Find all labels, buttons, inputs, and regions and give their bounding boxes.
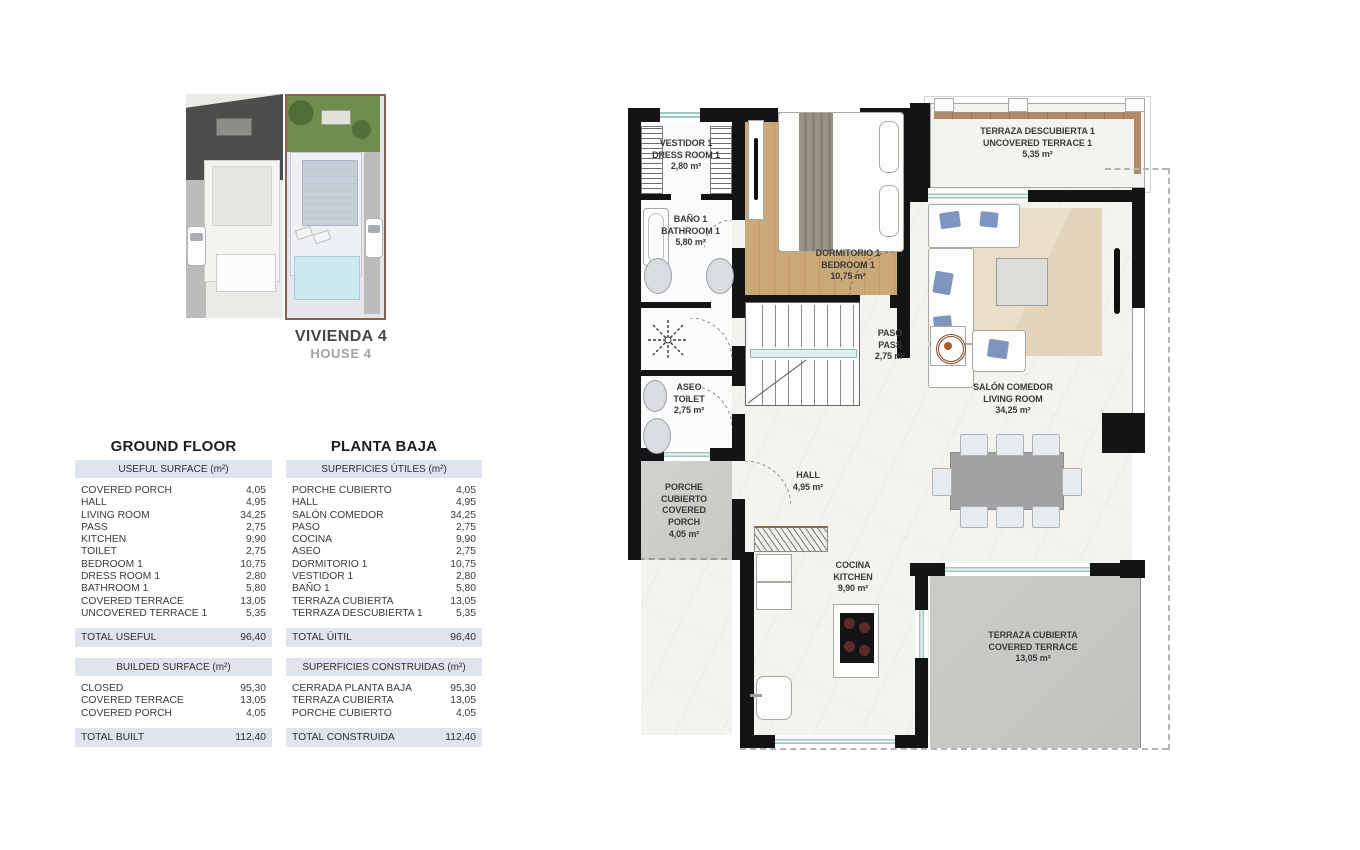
dining-chair <box>996 506 1024 528</box>
row-value: 5,80 <box>245 583 266 595</box>
row-value: 2,75 <box>245 546 266 558</box>
wall-segment <box>641 370 732 376</box>
row-value: 2,80 <box>245 571 266 583</box>
car-left <box>187 226 206 266</box>
window <box>775 735 895 748</box>
room-area: 2,75 m² <box>874 351 906 362</box>
row-value: 5,35 <box>245 607 266 619</box>
table-row <box>75 497 272 509</box>
room-area: 9,90 m² <box>837 583 869 594</box>
window <box>915 610 928 658</box>
row-value: 10,75 <box>240 558 266 570</box>
porch-boundary-dashed <box>628 558 748 560</box>
pillar <box>1125 98 1145 112</box>
car-right <box>365 218 383 258</box>
table-row <box>286 522 482 534</box>
aseo-toilet <box>643 418 671 454</box>
row-value: 5,80 <box>455 583 476 595</box>
table-row <box>286 708 482 720</box>
room-label-vestidor <box>646 138 726 173</box>
wall-segment <box>732 308 745 318</box>
row-label: COVERED PORCH <box>81 707 172 719</box>
row-label: COCINA <box>292 534 333 546</box>
table-row <box>286 497 482 509</box>
wall-segment <box>732 346 745 386</box>
row-value: 2,80 <box>455 571 476 583</box>
pillow <box>879 185 899 237</box>
wall-segment <box>732 248 745 308</box>
room-name-es: VESTIDOR 1 <box>659 138 713 148</box>
pergola-band <box>934 112 1141 119</box>
table-ground-floor <box>75 438 272 758</box>
row-label: PASO <box>292 521 320 533</box>
room-label-cocina <box>808 560 898 595</box>
row-label: VESTIDOR 1 <box>292 571 354 583</box>
total-row <box>75 628 272 647</box>
table-row <box>286 546 482 558</box>
staircase <box>745 302 860 406</box>
window <box>945 563 1090 576</box>
stair-diagonal <box>746 358 859 405</box>
row-value: 4,05 <box>455 485 476 496</box>
sofa-cushion <box>979 211 998 228</box>
row-value: 95,30 <box>240 683 266 694</box>
row-value: 4,05 <box>245 485 266 496</box>
wall-segment <box>910 103 930 188</box>
wall-segment <box>1132 188 1145 308</box>
room-label-aseo <box>656 382 722 417</box>
total-row <box>286 728 482 747</box>
row-label: PORCHE CUBIERTO <box>292 485 392 496</box>
highlight-roof <box>302 160 358 226</box>
row-label: ASEO <box>292 546 321 558</box>
room-name-es: TERRAZA CUBIERTA <box>988 630 1078 640</box>
window-frame <box>1132 308 1145 413</box>
row-label: TERRAZA DESCUBIERTA 1 <box>292 607 423 619</box>
row-value: 13,05 <box>450 695 476 707</box>
coffee-table <box>996 258 1048 306</box>
row-value: 4,05 <box>245 707 266 719</box>
total-value: 112,40 <box>445 732 476 743</box>
wall-segment <box>1028 190 1132 202</box>
room-label-terraza-descubierta <box>940 126 1135 161</box>
wall-segment <box>915 576 928 610</box>
section-header: SUPERFICIES ÚTILES (m²) <box>286 460 482 478</box>
room-area: 4,95 m² <box>792 481 824 492</box>
boundary-dashed-h <box>740 748 1168 750</box>
wall-segment <box>1102 413 1145 453</box>
row-value: 2,75 <box>245 521 266 533</box>
hall-closet <box>754 526 828 552</box>
pillow <box>879 121 899 173</box>
section-header: USEFUL SURFACE (m²) <box>75 460 272 478</box>
room-name-en: COVERED TERRACE <box>988 641 1078 652</box>
row-label: PASS <box>81 521 108 533</box>
table-title: GROUND FLOOR <box>110 438 237 455</box>
table-row <box>286 683 482 695</box>
room-area: 5,35 m² <box>1022 149 1053 160</box>
wall-segment <box>732 499 745 560</box>
table-row <box>286 583 482 595</box>
table-row <box>286 695 482 707</box>
row-label: HALL <box>292 497 318 509</box>
row-label: CERRADA PLANTA BAJA <box>292 683 412 694</box>
table-row <box>75 708 272 720</box>
room-label-bano <box>648 214 733 249</box>
table-row <box>75 596 272 608</box>
row-value: 13,05 <box>450 595 476 607</box>
sink-faucet <box>750 694 762 697</box>
dining-chair <box>1032 434 1060 456</box>
table-row <box>75 683 272 695</box>
total-value: 112,40 <box>235 732 266 743</box>
row-value: 4,05 <box>455 707 476 719</box>
row-value: 10,75 <box>450 558 476 570</box>
table-row <box>286 559 482 571</box>
table-rows <box>286 683 482 720</box>
total-label: TOTAL ÚITIL <box>292 632 352 643</box>
table-title: PLANTA BAJA <box>330 438 438 455</box>
pillar <box>934 98 954 112</box>
table-row <box>286 510 482 522</box>
row-label: UNCOVERED TERRACE 1 <box>81 607 208 619</box>
window-slider <box>928 190 1028 202</box>
table-planta-baja <box>286 438 482 758</box>
table-rows <box>75 485 272 620</box>
table-row <box>75 695 272 707</box>
table-row <box>75 583 272 595</box>
total-label: TOTAL CONSTRUIDA <box>292 732 395 743</box>
table-row <box>286 571 482 583</box>
row-label: COVERED TERRACE <box>81 695 184 707</box>
row-value: 9,90 <box>245 534 266 546</box>
room-area: 10,75 m² <box>830 271 866 282</box>
row-label: SALÓN COMEDOR <box>292 509 384 521</box>
door-arc <box>690 318 732 360</box>
bed <box>778 112 904 252</box>
table-row <box>75 485 272 497</box>
row-label: HALL <box>81 497 107 509</box>
table-row <box>286 534 482 546</box>
floor-plan <box>628 90 1190 762</box>
room-label-paso <box>860 328 920 363</box>
row-label: DRESS ROOM 1 <box>81 571 160 583</box>
table-row <box>75 546 272 558</box>
room-label-terraza-cubierta <box>958 630 1108 665</box>
sofa-cushion <box>932 271 954 296</box>
room-label-hall <box>763 470 853 493</box>
kitchen-tall-unit <box>756 554 792 582</box>
house-subtitle: HOUSE 4 <box>310 346 372 361</box>
pergola-band-side <box>1134 119 1141 174</box>
row-value: 4,95 <box>245 497 266 509</box>
room-name-en: TOILET <box>673 393 705 404</box>
dining-chair <box>996 434 1024 456</box>
asphalt-detail <box>216 118 252 136</box>
row-value: 2,75 <box>455 521 476 533</box>
row-label: PORCHE CUBIERTO <box>292 707 392 719</box>
wall-segment <box>910 188 928 202</box>
table-row <box>75 522 272 534</box>
row-label: COVERED TERRACE <box>81 595 184 607</box>
house-title: VIVIENDA 4 <box>294 328 388 345</box>
total-value: 96,40 <box>450 632 476 643</box>
wall-segment <box>915 658 928 735</box>
terrace-edge <box>1140 576 1141 748</box>
boundary-dashed-v <box>1168 168 1170 750</box>
row-value: 5,35 <box>455 607 476 619</box>
row-label: BATHROOM 1 <box>81 583 149 595</box>
row-value: 2,75 <box>455 546 476 558</box>
row-value: 13,05 <box>240 595 266 607</box>
table-row <box>286 608 482 620</box>
stair-glass-rail <box>750 349 857 358</box>
table-row <box>75 608 272 620</box>
window <box>664 448 710 461</box>
room-name-en: DRESS ROOM 1 <box>652 149 720 160</box>
dining-chair <box>960 506 988 528</box>
kitchen-sink <box>756 676 792 720</box>
room-name-en: UNCOVERED TERRACE 1 <box>982 137 1093 148</box>
table-row <box>75 510 272 522</box>
total-value: 96,40 <box>240 632 266 643</box>
room-name-es: ASEO <box>676 382 702 392</box>
wall-segment <box>701 194 732 200</box>
section-header: SUPERFICIES CONSTRUIDAS (m²) <box>286 658 482 676</box>
dining-chair <box>1032 506 1060 528</box>
room-name-en: KITCHEN <box>833 571 873 582</box>
room-label-salon <box>958 382 1068 417</box>
row-value: 9,90 <box>455 534 476 546</box>
installation-star-symbol <box>646 318 690 362</box>
table-row <box>286 485 482 497</box>
row-value: 34,25 <box>450 509 476 521</box>
room-area: 5,80 m² <box>675 237 706 248</box>
bathroom-sink <box>644 258 672 294</box>
room-name-es: PORCHE CUBIERTO <box>660 482 708 504</box>
kitchen-tall-unit <box>756 582 792 610</box>
room-area: 34,25 m² <box>995 405 1031 416</box>
wall-segment <box>740 552 754 735</box>
wall-segment <box>641 302 711 308</box>
dining-chair <box>960 434 988 456</box>
total-row <box>75 728 272 747</box>
wall-segment <box>732 414 745 448</box>
bed-throw <box>799 113 833 251</box>
wall-segment <box>710 448 745 461</box>
tv-icon <box>754 138 758 200</box>
neighbour-pool <box>216 254 276 292</box>
row-label: BAÑO 1 <box>292 583 330 595</box>
dining-chair <box>932 468 952 496</box>
tv-wall-icon <box>1114 248 1120 314</box>
armchair-cushion <box>987 339 1009 360</box>
highlight-pool <box>294 256 360 300</box>
cooktop <box>840 613 874 663</box>
table-rows <box>75 683 272 720</box>
site-plan-caption <box>252 328 430 361</box>
row-label: COVERED PORCH <box>81 485 172 496</box>
pillar <box>1008 98 1028 112</box>
room-area: 4,05 m² <box>668 528 700 539</box>
table-row <box>75 571 272 583</box>
dining-chair <box>1062 468 1082 496</box>
window <box>660 108 700 122</box>
row-value: 13,05 <box>240 695 266 707</box>
room-name-es: SALÓN COMEDOR <box>973 382 1053 392</box>
wall-segment <box>732 108 745 220</box>
wall-segment <box>641 194 671 200</box>
boundary-dashed-top <box>1105 168 1168 170</box>
table-row <box>286 596 482 608</box>
toilet-bowl <box>706 258 734 294</box>
white-patch <box>732 560 740 735</box>
room-name-en: BATHROOM 1 <box>661 225 720 236</box>
room-name-en: PASS <box>878 339 902 350</box>
table-row <box>75 534 272 546</box>
row-value: 34,25 <box>240 509 266 521</box>
row-label: DORMITORIO 1 <box>292 558 368 570</box>
total-label: TOTAL USEFUL <box>81 632 157 643</box>
total-row <box>286 628 482 647</box>
total-label: TOTAL BUILT <box>81 732 145 743</box>
row-label: TOILET <box>81 546 117 558</box>
stair-treads-upper <box>750 305 857 347</box>
room-name-en: COVERED PORCH <box>662 505 706 528</box>
site-plan <box>186 94 384 318</box>
wall-segment <box>740 735 775 748</box>
wall-segment <box>910 563 945 576</box>
row-label: BEDROOM 1 <box>81 558 143 570</box>
wall-segment <box>1090 563 1132 576</box>
row-value: 95,30 <box>450 683 476 694</box>
room-area: 2,75 m² <box>673 405 705 416</box>
room-name-es: BAÑO 1 <box>673 214 708 224</box>
kitchen-island <box>833 604 879 678</box>
row-value: 4,95 <box>455 497 476 509</box>
wall-segment <box>895 735 928 748</box>
garden-table <box>321 110 351 125</box>
sofa-cushion <box>939 211 961 230</box>
row-label: TERRAZA CUBIERTA <box>292 595 394 607</box>
table-rows <box>286 485 482 620</box>
room-name-en: LIVING ROOM <box>983 393 1043 404</box>
row-label: CLOSED <box>81 683 124 694</box>
room-label-dormitorio <box>788 248 908 283</box>
dining-table <box>950 452 1064 510</box>
row-label: LIVING ROOM <box>81 509 150 521</box>
room-name-es: DORMITORIO 1 <box>815 248 881 258</box>
row-label: KITCHEN <box>81 534 127 546</box>
room-area: 13,05 m² <box>1015 653 1051 664</box>
room-name-en: BEDROOM 1 <box>821 259 875 270</box>
fireplace <box>930 326 966 366</box>
section-header: BUILDED SURFACE (m²) <box>75 658 272 676</box>
room-name-es: HALL <box>796 470 820 480</box>
row-label: TERRAZA CUBIERTA <box>292 695 394 707</box>
wall-segment <box>628 108 641 560</box>
room-name-es: PASO <box>877 328 903 338</box>
room-name-es: COCINA <box>835 560 871 570</box>
room-name-es: TERRAZA DESCUBIERTA 1 <box>980 126 1095 136</box>
neighbour-roof <box>212 166 272 226</box>
table-row <box>75 559 272 571</box>
room-area: 2,80 m² <box>670 161 702 172</box>
room-label-porche <box>652 482 716 540</box>
